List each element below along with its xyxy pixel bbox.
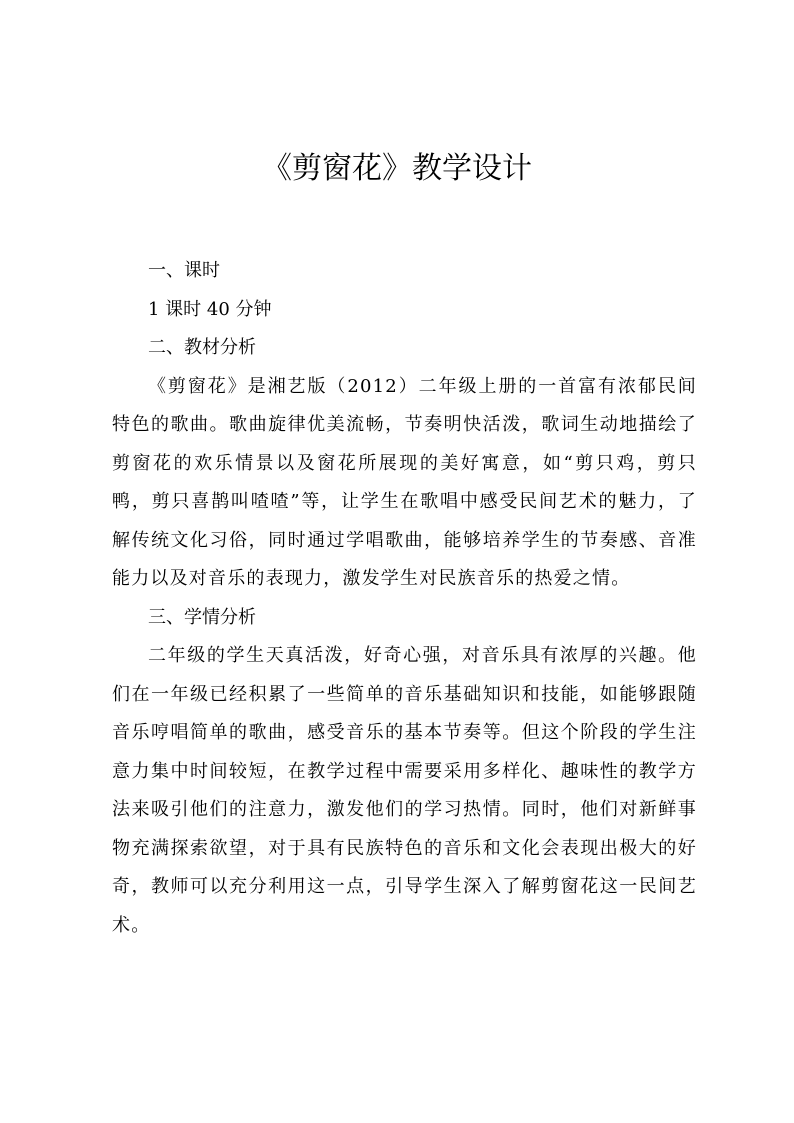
section-body-material-analysis: 《剪窗花》是湘艺版（2012）二年级上册的一首富有浓郁民间特色的歌曲。歌曲旋律优美流畅，节奏明快活泼，歌词生动地描绘了剪窗花的欢乐情景以及窗花所展现的美好寓意，如“剪只鸡，剪只鸭，剪只喜鹊叫喳喳”等，让学生在歌唱中感受民间艺术的魅力，了解传统文化习俗，同时通过学唱歌曲，能够培养学生的节奏感、音准能力以及对音乐的表现力，激发学生对民族音乐的热爱之情。	[112, 375, 697, 589]
section-body-lesson-time: 1 课时 40 分钟	[148, 298, 272, 320]
section-heading-material-analysis: 二、教材分析	[148, 337, 256, 358]
document-title: 《剪窗花》教学设计	[262, 151, 532, 186]
section-heading-lesson-time: 一、课时	[148, 260, 220, 281]
section-heading-student-analysis: 三、学情分析	[148, 606, 256, 628]
document-body	[112, 252, 697, 945]
section-body-student-analysis: 二年级的学生天真活泼，好奇心强，对音乐具有浓厚的兴趣。他们在一年级已经积累了一些简单的音乐基础知识和技能，如能够跟随音乐哼唱简单的歌曲，感受音乐的基本节奏等。但这个阶段的学生注意力集中时间较短，在教学过程中需要采用多样化、趣味性的教学方法来吸引他们的注意力，激发他们的学习热情。同时，他们对新鲜事物充满探索欲望，对于具有民族特色的音乐和文化会表现出极大的好奇，教师可以充分利用这一点，引导学生深入了解剪窗花这一民间艺术。	[112, 645, 697, 936]
